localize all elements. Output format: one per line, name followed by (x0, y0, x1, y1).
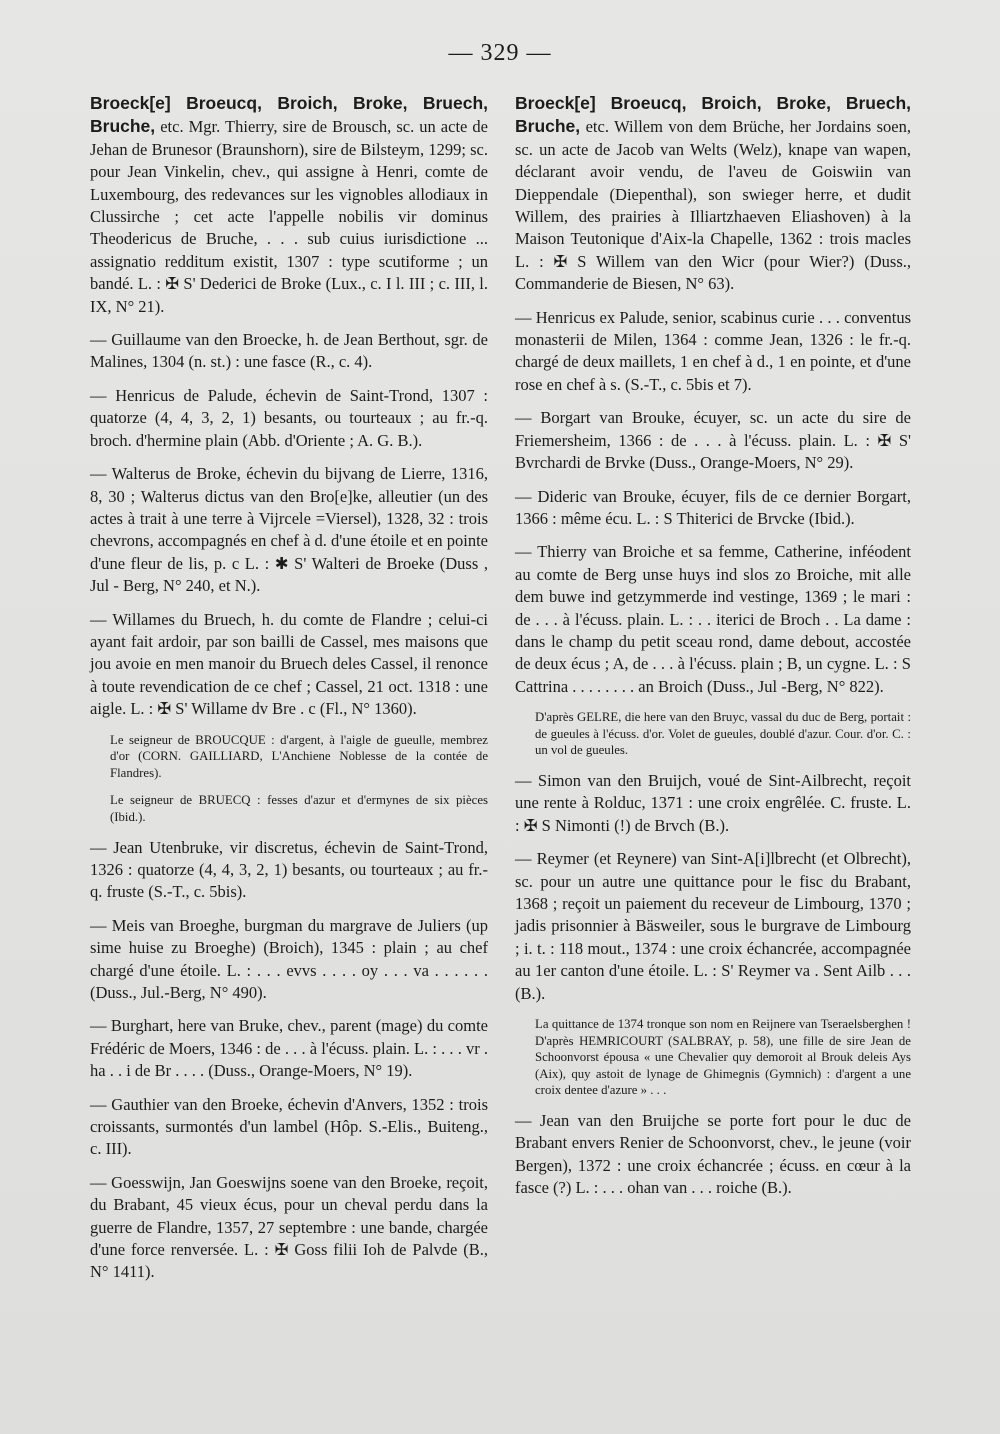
entry-text: etc. Willem von dem Brüche, her Jordains soen, sc. un acte de Jacob van Welts (Welz), knape van wapen, déclarant avoir vendu, de l'aveu de Goiswiin van Dieppendale (Diepenthal), son swieger herre, et dudit Willem, des prairies à Illiartzhaeven Eliashoven) à la Maison Teutonique d'Aix-la Chapelle, 1362 : trois macles L. : ✠ S Willem van den Wicr (pour Wier?) (Duss., Commanderie de Biesen, N° 63). (515, 117, 911, 294)
headword: Broeck[e] Broeucq, Broich, Broke, Bruech, Bruche, (90, 93, 488, 137)
footnote: La quittance de 1374 tronque son nom en Reijnere van Tseraelsberghen ! D'après HEMRICOURT (SALBRAY, p. 58), une fille de sire Jean de Schoonvorst épousa « une Chevalier quy demoroit al Brouk deleis Ays (Aix), quy astoit de lynage de Ghimegnis (Gymnich) : d'argent a une croix dentee d'azure » . . . (535, 1017, 911, 1098)
footnote: Le seigneur de BROUCQUE : d'argent, à l'aigle de gueulle, membrez d'or (CORN. GAILLIARD, L'Anchiene Noblesse de la contée de Flandres). (110, 732, 488, 780)
right-column (515, 92, 911, 1211)
page-number: — 329 — (448, 40, 552, 66)
entry: — Dideric van Brouke, écuyer, fils de ce dernier Borgart, 1366 : même écu. L. : S Thiterici de Brvcke (Ibid.). (515, 486, 911, 528)
entry: — Meis van Broeghe, burgman du margrave de Juliers (up sime huise zu Broeghe) (Broich), 1345 : plain ; au chef chargé d'une étoile. L. : . . . evvs . . . . oy . . . va . . . . . . (Duss., Jul.-Berg, N° 490). (90, 915, 488, 1002)
entry: — Henricus de Palude, échevin de Saint-Trond, 1307 : quatorze (4, 4, 3, 2, 1) besants, ou tourteaux ; au fr.-q. broch. d'hermine plain (Abb. d'Oriente ; A. G. B.). (90, 385, 488, 450)
entry: — Simon van den Bruijch, voué de Sint-Ailbrecht, reçoit une rente à Rolduc, 1371 : une croix engrêlée. C. fruste. L. : ✠ S Nimonti (!) de Brvch (B.). (515, 770, 911, 835)
entry-heading (90, 92, 488, 318)
left-column (90, 92, 488, 1295)
entry: — Burghart, here van Bruke, chev., parent (mage) du comte Frédéric de Moers, 1346 : de . . . à l'écuss. plain. L. : . . . vr . ha . . i de Br . . . . (Duss., Orange-Moers, N° 19). (90, 1016, 488, 1081)
entry: — Walterus de Broke, échevin du bijvang de Lierre, 1316, 8, 30 ; Walterus dictus van den Bro[e]ke, alleutier (un des actes à trait à une terre à Vijrcele =Viersel), 1328, 32 : trois chevrons, accompagnés en chef à d. d'une étoile et en pointe d'une fleur de lis, p. c L. : ✱ S' Walteri de Broeke (Duss , Jul - Berg, N° 240, et N.). (90, 464, 488, 596)
entry: — Henricus ex Palude, senior, scabinus curie . . . conventus monasterii de Milen, 1364 : comme Jean, 1326 : le fr.-q. chargé de deux maillets, 1 en chef à d., 1 en pointe, et d'une rose en chef à s. (S.-T., c. 5bis et 7). (515, 307, 911, 394)
entry: — Jean Utenbruke, vir discretus, échevin de Saint-Trond, 1326 : quatorze (4, 4, 3, 2, 1) besants, ou tourteaux ; au fr.-q. fruste (S.-T., c. 5bis). (90, 837, 488, 902)
entry: — Willames du Bruech, h. du comte de Flandre ; celui-ci ayant fait ardoir, par son bailli de Cassel, mes maisons que jou avoie en men manoir du Bruech deles Cassel, il renonce à toute revendication de ce chef ; Cassel, 21 oct. 1318 : une aigle. L. : ✠ S' Willame dv Bre . c (Fl., N° 1360). (90, 609, 488, 719)
entry: — Borgart van Brouke, écuyer, sc. un acte du sire de Friemersheim, 1366 : de . . . à l'écuss. plain. L. : ✠ S' Bvrchardi de Brvke (Duss., Orange-Moers, N° 29). (515, 408, 911, 473)
entry: — Guillaume van den Broecke, h. de Jean Berthout, sgr. de Malines, 1304 (n. st.) : une fasce (R., c. 4). (90, 330, 488, 372)
entry: — Thierry van Broiche et sa femme, Catherine, inféodent au comte de Berg unse huys ind slos zo Broiche, mit alle dem buwe ind getzymmerde ind vestinge, 1369 ; le mari : de . . . à l'écuss. plain. L. : . . iterici de Broch . . La dame : dans le champ du petit sceau rond, dame debout, accostée de deux écus ; A, de . . . à l'écuss. plain ; B, un cygne. L. : S Cattrina . . . . . . . . an Broich (Duss., Jul -Berg, N° 822). (515, 542, 911, 696)
footnote: Le seigneur de BRUECQ : fesses d'azur et d'ermynes de six pièces (Ibid.). (110, 793, 488, 824)
entry: — Jean van den Bruijche se porte fort pour le duc de Brabant envers Renier de Schoonvorst, chev., le jeune (voir Bergen), 1372 : une croix échancrée ; écuss. en cœur à la fasce (?) L. : . . . ohan van . . . roiche (B.). (515, 1110, 911, 1198)
entry-text: etc. Mgr. Thierry, sire de Brousch, sc. un acte de Jehan de Brunesor (Braunshorn), sire de Bilsteym, 1299; sc. pour Jean Vinkelin, chev., qui assigne à Henri, comte de Luxembourg, des redevances sur les vignobles allodiaux in Clussirche ; cet acte l'appelle nobilis vir dominus Theodericus de Bruche, . . . sub cuius iurisdictione ... assignatio redditum existit, 1307 : type scutiforme ; un bandé. L. : ✠ S' Dederici de Broke (Lux., c. I l. III ; c. III, l. IX, N° 21). (90, 117, 488, 316)
entry-heading (515, 92, 911, 296)
headword: Broeck[e] Broeucq, Broich, Broke, Bruech, Bruche, (515, 93, 911, 137)
entry: — Goesswijn, Jan Goeswijns soene van den Broeke, reçoit, du Brabant, 45 vieux écus, pour un cheval perdu dans la guerre de Flandre, 1357, 27 septembre : une bande, chargée d'une force renversée. L. : ✠ Goss filii Ioh de Palvde (B., N° 1411). (90, 1172, 488, 1282)
footnote: D'après GELRE, die here van den Bruyc, vassal du duc de Berg, portait : de gueules à l'écuss. d'or. Volet de gueules, doublé d'azur. Cour. d'or. C. : un vol de gueules. (535, 710, 911, 758)
entry: — Gauthier van den Broeke, échevin d'Anvers, 1352 : trois croissants, surmontés d'un lambel (Hôp. S.-Elis., Buiteng., c. III). (90, 1094, 488, 1159)
entry: — Reymer (et Reynere) van Sint-A[i]lbrecht (et Olbrecht), sc. pour un autre une quittance pour le fisc du Brabant, 1368 ; reçoit un paiement du receveur de Limbourg, 1370 ; jadis prisonnier à Bäsweiler, sous le burgrave de Limbourg ; i. t. : 118 mout., 1374 : une croix échancrée, accompagnée au 1er canton d'une étoile. L. : S' Reymer va . Sent Ailb . . . (B.). (515, 849, 911, 1003)
